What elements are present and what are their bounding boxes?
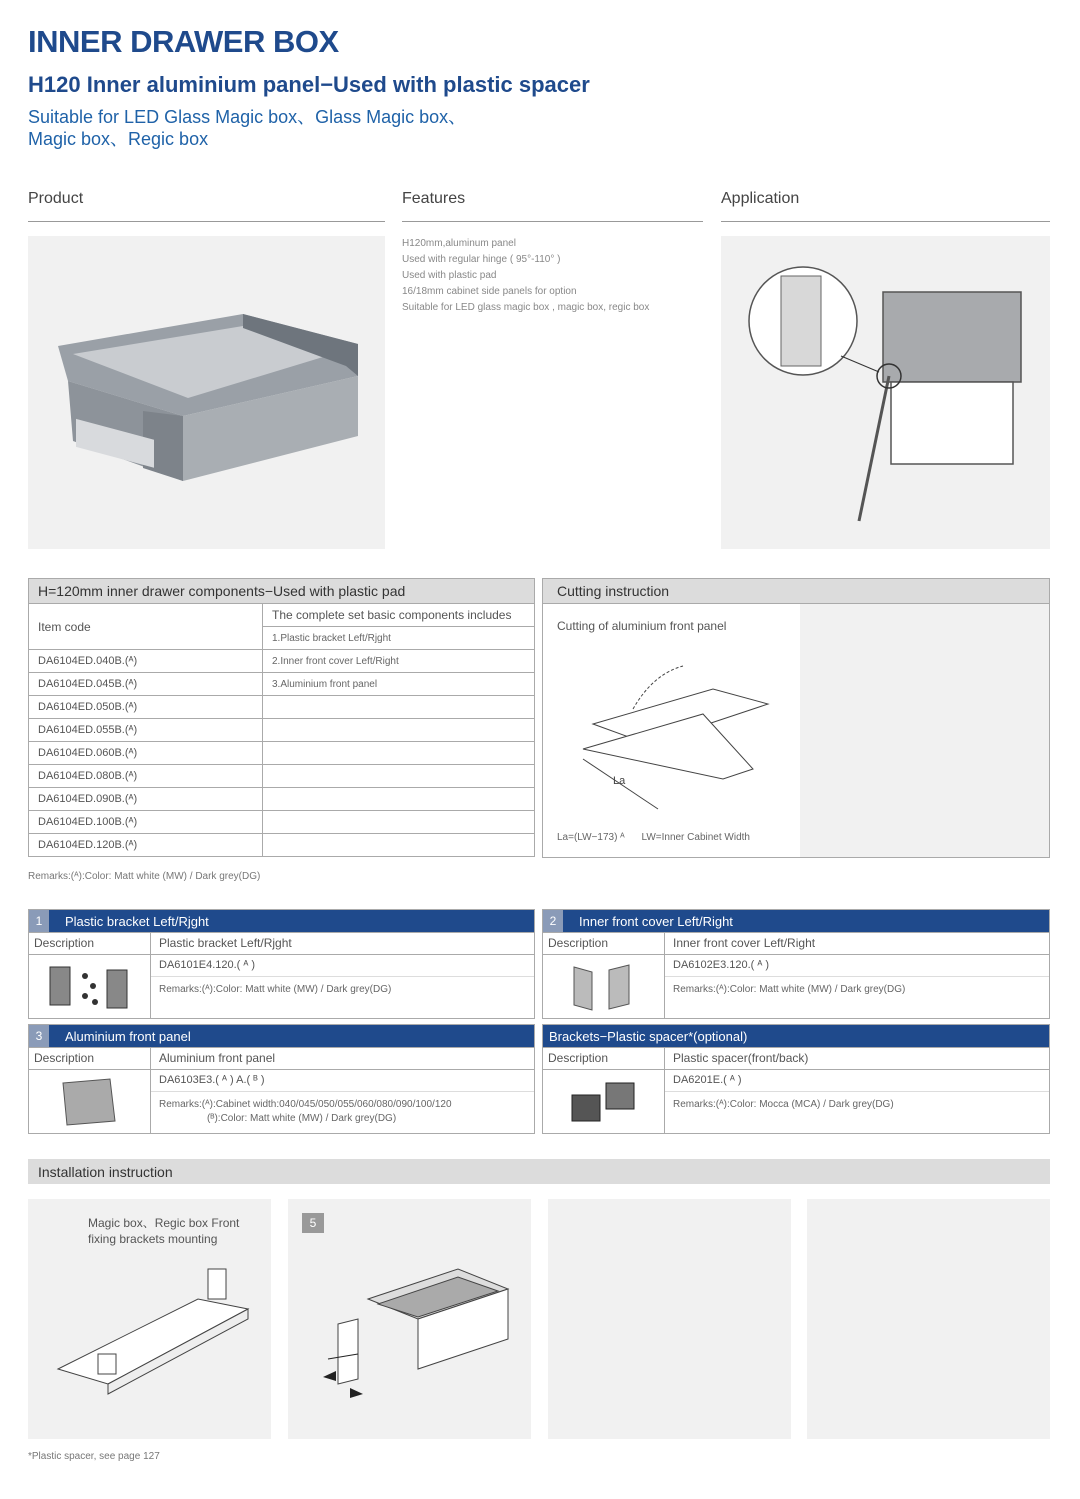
part-title: Aluminium front panel [65, 1028, 191, 1044]
part-number: 2 [543, 910, 563, 932]
part-code: DA6103E3.( ᴬ ) A.( ᴮ ) [151, 1070, 534, 1092]
suitable-text [28, 106, 466, 150]
item-code: DA6104ED.050B.(ᴬ) [29, 696, 263, 719]
suitable-line-2: Magic box、Regic box [28, 129, 209, 149]
color-remarks: Remarks:(ᴬ):Color: Matt white (MW) / Dark grey(DG) [28, 871, 261, 882]
installation-step-5 [288, 1199, 531, 1439]
part-remarks-line: (ᴮ):Color: Matt white (MW) / Dark grey(DG) [207, 1113, 397, 1124]
part-code: DA6101E4.120.( ᴬ ) [151, 955, 534, 977]
cutting-diagram [573, 654, 773, 814]
cutting-image-placeholder [800, 604, 1049, 857]
step-number-badge: 5 [302, 1213, 324, 1233]
product-divider [28, 221, 385, 222]
item-code: DA6104ED.090B.(ᴬ) [29, 788, 263, 811]
item-code: DA6104ED.055B.(ᴬ) [29, 719, 263, 742]
installation-placeholder [807, 1199, 1050, 1439]
plastic-spacer-image [543, 1070, 665, 1133]
description-value: Plastic spacer(front/back) [673, 1051, 809, 1065]
set-header: The complete set basic components includes [263, 604, 535, 627]
installation-title: Installation instruction [28, 1159, 1050, 1184]
lw-definition: LW=Inner Cabinet Width [641, 832, 750, 843]
part-title: Plastic bracket Left/Rjght [65, 913, 209, 929]
components-title: H=120mm inner drawer components−Used with plastic pad [29, 579, 535, 604]
part-code: DA6102E3.120.( ᴬ ) [665, 955, 1049, 977]
installation-placeholder [548, 1199, 791, 1439]
part-title: Brackets−Plastic spacer*(optional) [549, 1028, 748, 1044]
part-number: 3 [29, 1025, 49, 1047]
features-heading: Features [402, 190, 466, 207]
product-heading: Product [28, 190, 84, 207]
item-code: DA6104ED.120B.(ᴬ) [29, 834, 263, 857]
part-aluminium-front-panel [28, 1024, 535, 1134]
application-divider [721, 221, 1050, 222]
part-plastic-spacer [542, 1024, 1050, 1134]
description-label: Description [29, 933, 151, 954]
la-formula: La=(LW−173) ᴬ [557, 832, 625, 843]
part-inner-front-cover [542, 909, 1050, 1019]
part-remarks [151, 1092, 534, 1132]
description-value: Aluminium front panel [159, 1051, 276, 1065]
part-plastic-bracket [28, 909, 535, 1019]
set-item: 1.Plastic bracket Left/Rjght [263, 627, 535, 650]
part-remarks-line: Remarks:(ᴬ):Cabinet width:040/045/050/055/060/080/090/100/120 [159, 1099, 452, 1110]
set-item: 2.Inner front cover Left/Right [263, 650, 535, 673]
components-table [28, 578, 535, 857]
page-subtitle: H120 Inner aluminium panel−Used with plastic spacer [28, 72, 590, 97]
item-code-header: Item code [29, 604, 263, 650]
part-remarks: Remarks:(ᴬ):Color: Mocca (MCA) / Dark grey(DG) [673, 1099, 894, 1110]
set-item: 3.Aluminium front panel [263, 673, 535, 696]
la-label: La [613, 775, 626, 787]
item-code: DA6104ED.100B.(ᴬ) [29, 811, 263, 834]
feature-item: Used with regular hinge ( 95°-110° ) [402, 254, 561, 265]
application-image [721, 236, 1050, 549]
application-heading: Application [721, 190, 800, 207]
item-code: DA6104ED.080B.(ᴬ) [29, 765, 263, 788]
part-title: Inner front cover Left/Right [579, 913, 733, 929]
feature-item: Used with plastic pad [402, 270, 497, 281]
installation-step-brackets [28, 1199, 271, 1439]
product-image [28, 236, 385, 549]
feature-item: Suitable for LED glass magic box , magic box, regic box [402, 302, 650, 313]
page-title: INNER DRAWER BOX [28, 24, 339, 59]
drawer-assembly-diagram [318, 1259, 518, 1409]
description-label: Description [543, 1048, 665, 1069]
item-code: DA6104ED.060B.(ᴬ) [29, 742, 263, 765]
cutting-title: Cutting instruction [543, 579, 1049, 604]
step-text-line: fixing brackets mounting [88, 1232, 218, 1246]
aluminium-panel-image [29, 1070, 151, 1133]
step-text-line: Magic box、Regic box Front [88, 1216, 240, 1230]
cutting-instruction-panel [542, 578, 1050, 858]
bracket-mounting-diagram [48, 1259, 258, 1419]
part-remarks: Remarks:(ᴬ):Color: Matt white (MW) / Dark grey(DG) [673, 984, 906, 995]
item-code: DA6104ED.045B.(ᴬ) [29, 673, 263, 696]
description-label: Description [543, 933, 665, 954]
part-number: 1 [29, 910, 49, 932]
part-code: DA6201E.( ᴬ ) [665, 1070, 1049, 1092]
footnote: *Plastic spacer, see page 127 [28, 1451, 160, 1462]
features-list [402, 236, 649, 316]
feature-item: H120mm,aluminum panel [402, 238, 516, 249]
inner-front-cover-image [543, 955, 665, 1018]
features-divider [402, 221, 703, 222]
suitable-line-1: Suitable for LED Glass Magic box、Glass Magic box、 [28, 107, 467, 127]
part-remarks: Remarks:(ᴬ):Color: Matt white (MW) / Dark grey(DG) [159, 984, 392, 995]
description-value: Plastic bracket Left/Rjght [159, 936, 292, 950]
plastic-bracket-image [29, 955, 151, 1018]
cutting-label: Cutting of aluminium front panel [557, 619, 727, 633]
item-code: DA6104ED.040B.(ᴬ) [29, 650, 263, 673]
feature-item: 16/18mm cabinet side panels for option [402, 286, 577, 297]
description-label: Description [29, 1048, 151, 1069]
description-value: Inner front cover Left/Right [673, 936, 816, 950]
